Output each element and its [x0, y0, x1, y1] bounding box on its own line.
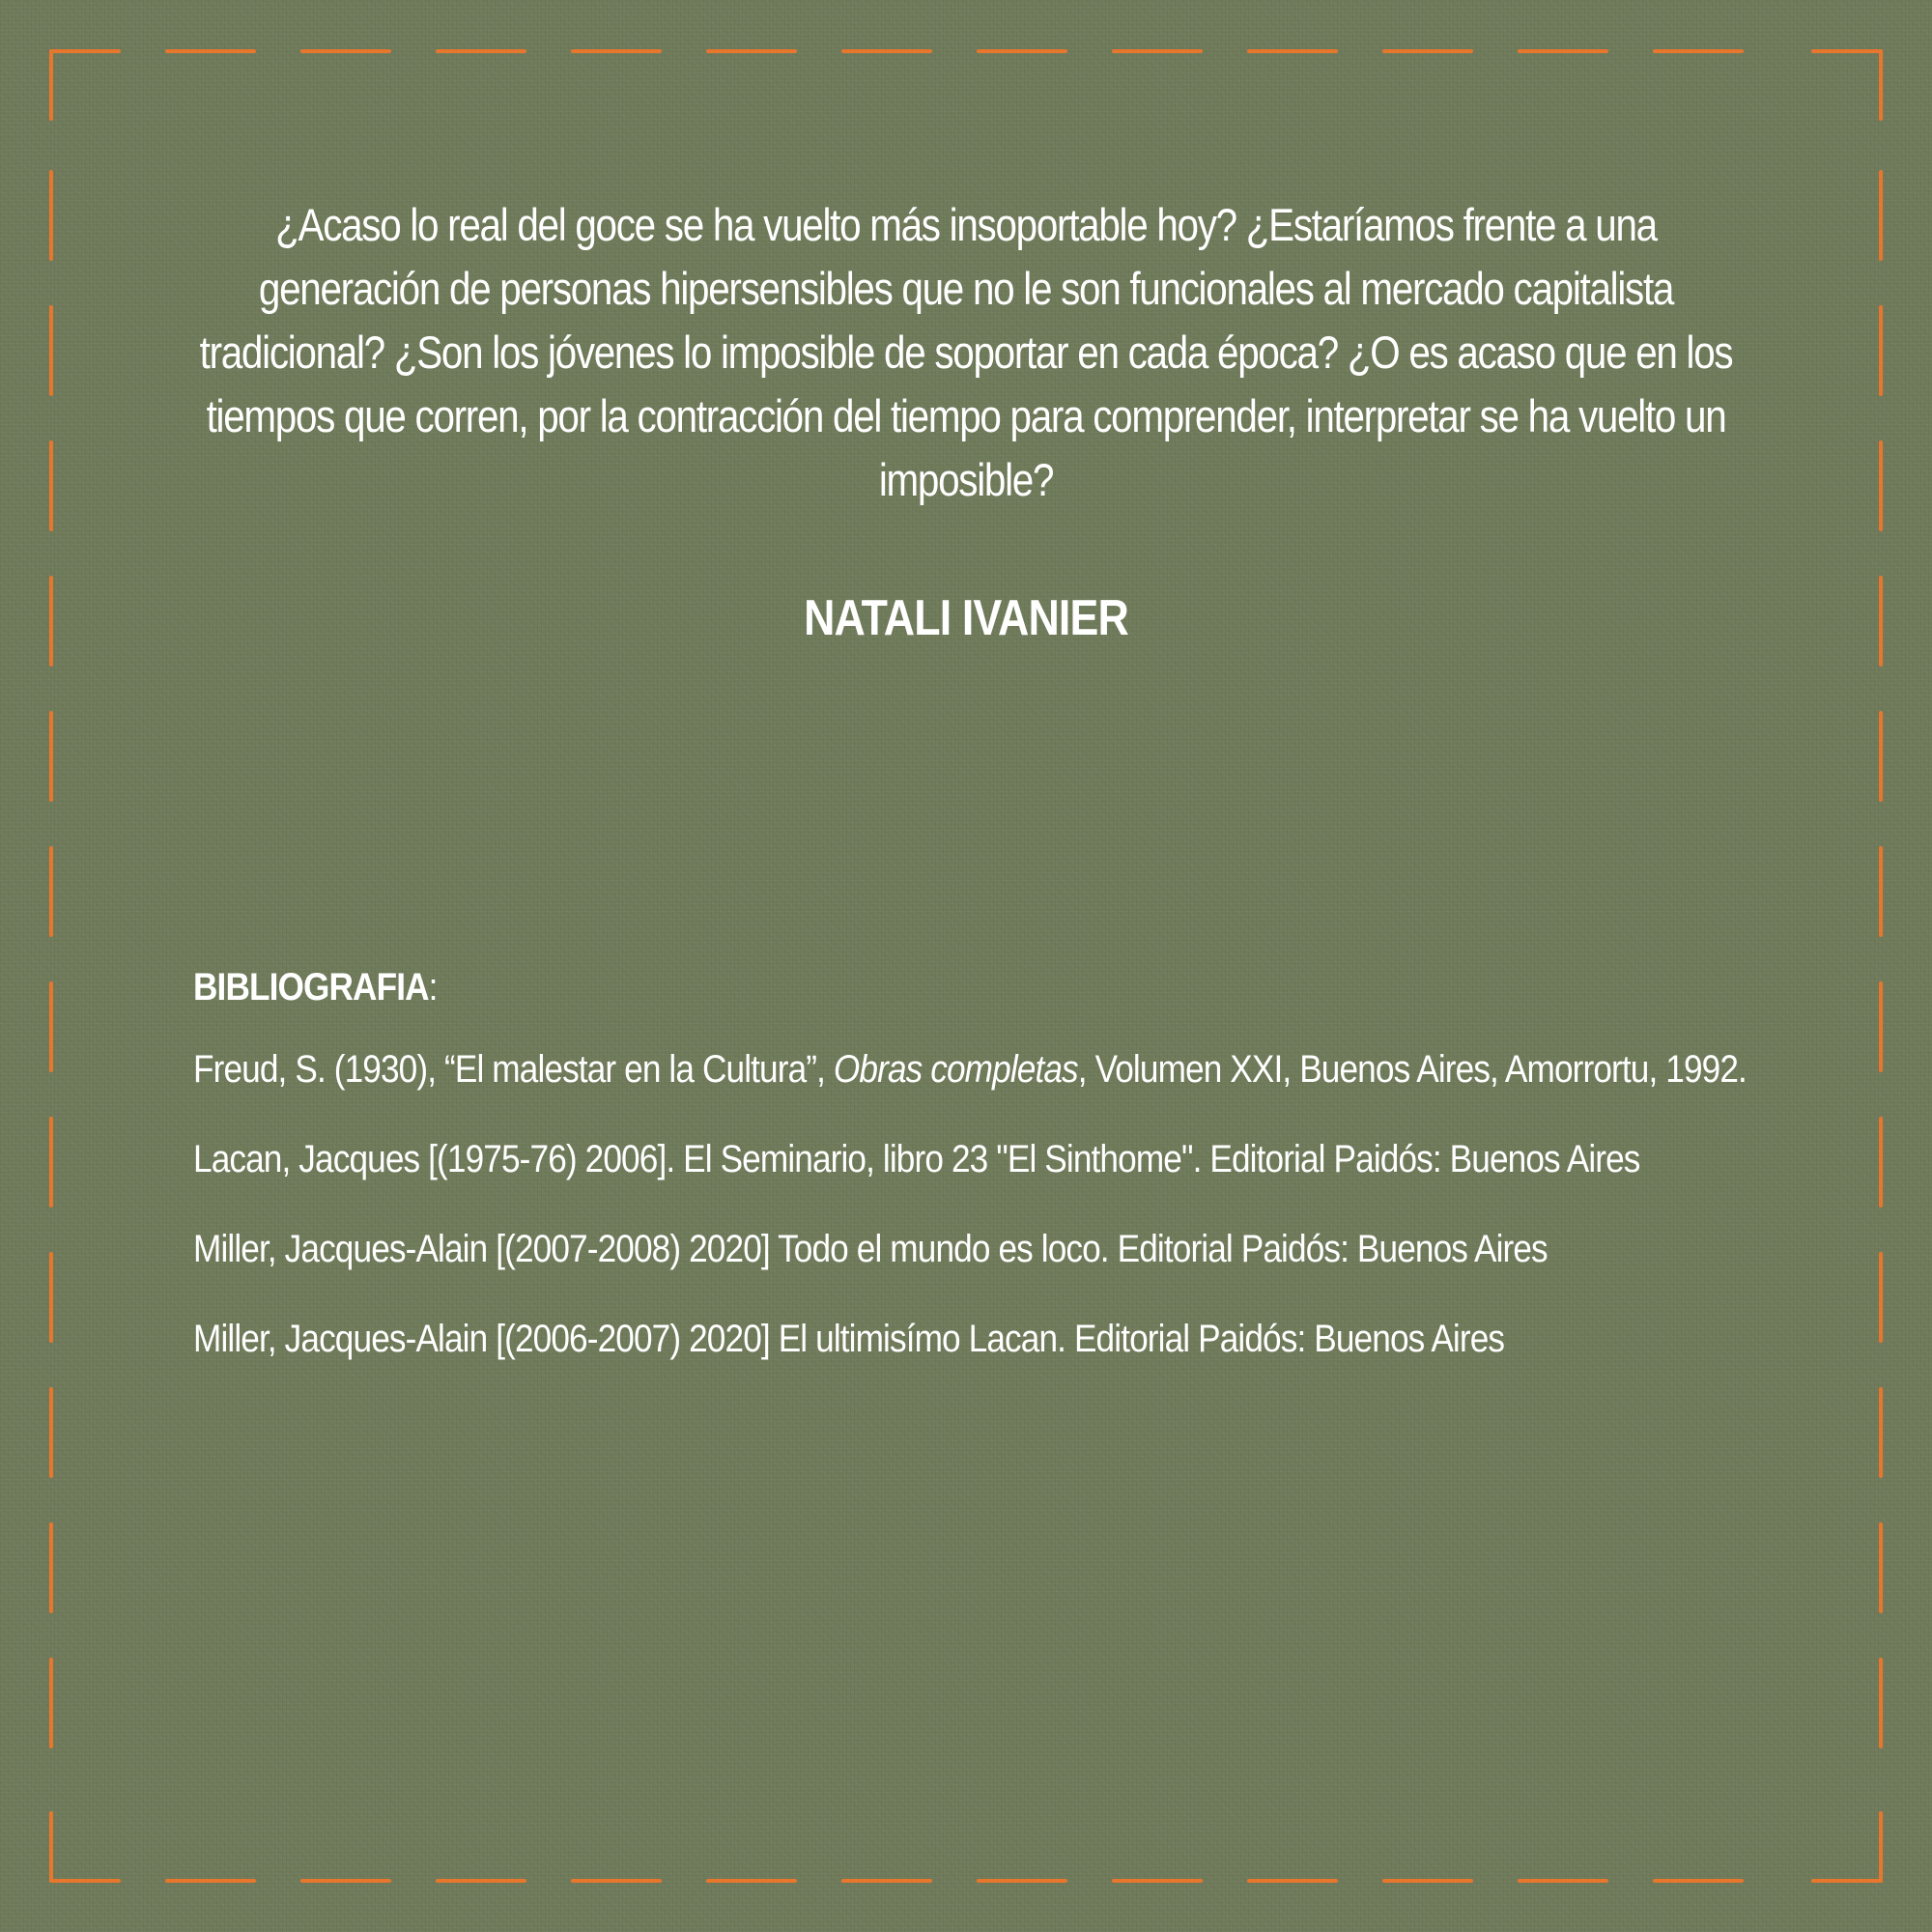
- bibliography-heading: [193, 961, 1571, 1013]
- reference-item: Miller, Jacques-Alain [(2006-2007) 2020] El ultimisímo Lacan. Editorial Paidós: Buenos Aires: [193, 1318, 1505, 1360]
- quote-section: [193, 193, 1739, 647]
- reference-item: [193, 1037, 1757, 1103]
- reference-text: , Volumen XXI, Buenos Aires, Amorrortu, 1992.: [1077, 1048, 1747, 1091]
- reference-item: Lacan, Jacques [(1975-76) 2006]. El Seminario, libro 23 "El Sinthome". Editorial Paidós: Buenos Aires: [193, 1138, 1640, 1180]
- quote-paragraph: ¿Acaso lo real del goce se ha vuelto más insoportable hoy? ¿Estaríamos frente a una generación de personas hipersensibles que no le son funcionales al mercado capitalista tradicional? ¿Son los jóvenes lo imposible de soportar en cada época? ¿O es acaso que en los tiempos que corren, por la contracción del tiempo para comprender, interpretar se ha vuelto un imposible?: [199, 199, 1733, 505]
- bibliography-section: [193, 961, 1758, 1373]
- reference-item: Miller, Jacques-Alain [(2007-2008) 2020] Todo el mundo es loco. Editorial Paidós: Buenos Aires: [193, 1228, 1548, 1270]
- bibliography-heading-label: BIBLIOGRAFIA: [193, 966, 429, 1009]
- author-name: NATALI IVANIER: [804, 590, 1128, 646]
- reference-italic-title: Obras completas: [833, 1048, 1078, 1091]
- bibliography-heading-colon: :: [428, 966, 438, 1009]
- reference-text: Freud, S. (1930), “El malestar en la Cultura”,: [193, 1048, 834, 1091]
